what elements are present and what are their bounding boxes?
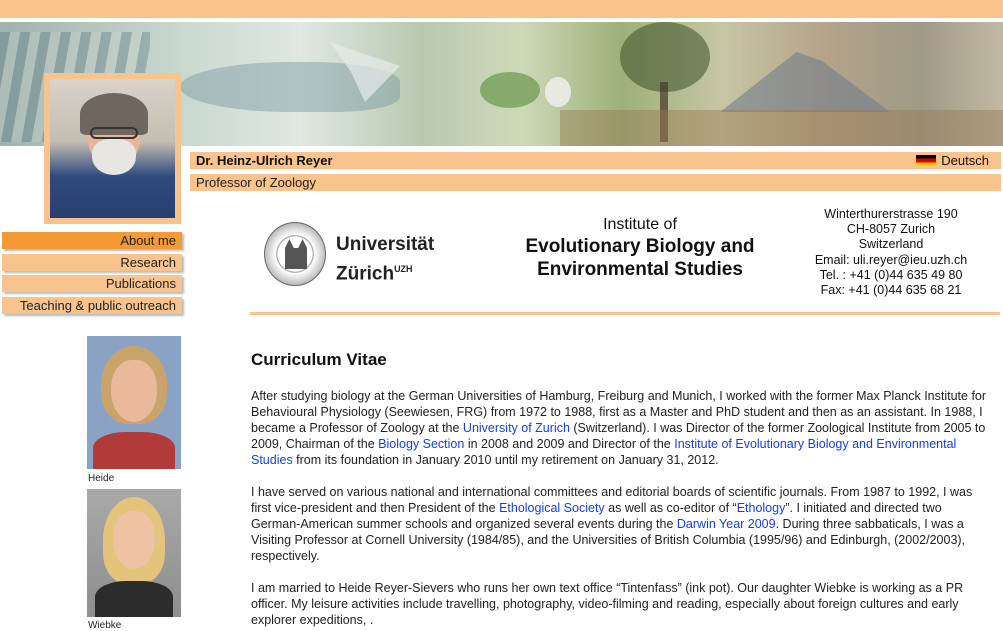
heide-caption: Heide	[88, 473, 115, 484]
link-institute-ieu[interactable]: Institute of Evolutionary Biology and Environmental Studies	[251, 437, 957, 467]
link-biology-section[interactable]: Biology Section	[378, 437, 465, 451]
institute-title	[500, 215, 780, 281]
university-seal-icon[interactable]	[264, 222, 326, 286]
title-bar	[190, 174, 1001, 191]
cv-paragraph-career: After studying biology at the German Universities of Hamburg, Freiburg and Munich, I worked with the former Max Planck Institute for Behavioural Physiology (Seewiesen, FRG) from 1972 to 1988, first as a Master and PhD student and then as an assistant. In 1988, I became a Professor of Zoology at the University of Zurich (Switzerland). I was Director of the former Zoological Institute from 2005 to 2009, Chairman of the Biology Section in 2008 and 2009 and Director of the Institute of Evolutionary Biology and Environmental Studies from its foundation in January 2010 until my retirement on January 31, 2012.	[251, 389, 987, 467]
seal-towers	[285, 239, 307, 269]
contact-street: Winterthurerstrasse 190	[824, 207, 958, 221]
institute-line1: Institute of	[603, 216, 677, 233]
contact-city: CH-8057 Zurich	[846, 222, 936, 237]
sidebar-nav	[2, 232, 182, 318]
banner-frog	[480, 72, 540, 108]
heide-body	[93, 432, 175, 469]
nav-item-teaching[interactable]: Teaching & public outreach	[2, 297, 182, 314]
banner-mountain	[720, 52, 890, 112]
contact-block	[796, 207, 986, 298]
link-university-of-zurich[interactable]: University of Zurich	[462, 421, 570, 435]
banner-egg	[545, 77, 571, 107]
professor-portrait	[50, 79, 175, 218]
wiebke-body	[95, 581, 173, 617]
nav-item-research[interactable]: Research	[2, 254, 182, 271]
professor-title: Professor of Zoology	[196, 175, 316, 190]
portrait-glasses	[90, 127, 138, 139]
contact-fax: Fax: +41 (0)44 635 68 21	[820, 283, 962, 298]
cv-section	[251, 350, 993, 631]
link-ethological-society[interactable]: Ethological Society	[499, 501, 605, 515]
cv-paragraph-personal: I am married to Heide Reyer-Sievers who runs her own text office “Tintenfass” (ink pot). Our daughter Wiebke is working as a PR officer. My leisure activities include travelling, photography, video-filming and reading, especially about foreign cultures and early explorer expeditions, .	[251, 581, 964, 627]
portrait-beard	[92, 139, 136, 175]
university-name-line1: Universität	[336, 234, 435, 255]
uzh-badge: UZH	[394, 264, 413, 274]
university-name-line2: Zürich$^{UZH}$	[336, 263, 413, 285]
institute-line3: Environmental Studies	[537, 259, 743, 280]
link-ethology-journal[interactable]: Ethology	[736, 501, 786, 515]
header-divider	[250, 312, 1000, 315]
banner-ground	[560, 110, 1003, 146]
portrait-frame	[44, 73, 181, 224]
name-bar	[190, 152, 1001, 169]
top-accent-bar	[0, 0, 1003, 18]
cv-paragraph-service: I have served on various national and international committees and editorial boards of scientific journals. From 1987 to 1992, I was first vice-president and then President of the Ethological Society as well as co-editor of “Ethology”. I initiated and directed two German-American summer schools and organized several events during the Darwin Year 2009. During three sabbaticals, I was a Visiting Professor at Cornell University (1984/85), and the Universities of British Columbia (1995/96) and Edinburgh, (2002/2003), respectively.	[251, 485, 973, 563]
wiebke-face	[113, 511, 155, 569]
cv-heading: Curriculum Vitae	[251, 350, 387, 369]
nav-item-publications[interactable]: Publications	[2, 275, 182, 292]
language-switch-link[interactable]: Deutsch	[941, 153, 989, 168]
university-name[interactable]	[336, 233, 434, 286]
wiebke-photo	[87, 489, 181, 617]
contact-tel: Tel. : +41 (0)44 635 49 80	[819, 267, 963, 282]
heide-face	[111, 360, 157, 422]
contact-email[interactable]: Email: uli.reyer@ieu.uzh.ch	[814, 252, 968, 267]
link-darwin-year[interactable]: Darwin Year 2009	[676, 517, 776, 531]
institute-line2: Evolutionary Biology and	[525, 236, 755, 257]
professor-name: Dr. Heinz-Ulrich Reyer	[196, 153, 333, 168]
contact-country: Switzerland	[858, 237, 924, 252]
german-flag-icon[interactable]	[916, 155, 936, 166]
heide-photo	[87, 336, 181, 469]
wiebke-caption: Wiebke	[88, 620, 122, 631]
nav-item-about-me[interactable]: About me	[2, 232, 182, 249]
